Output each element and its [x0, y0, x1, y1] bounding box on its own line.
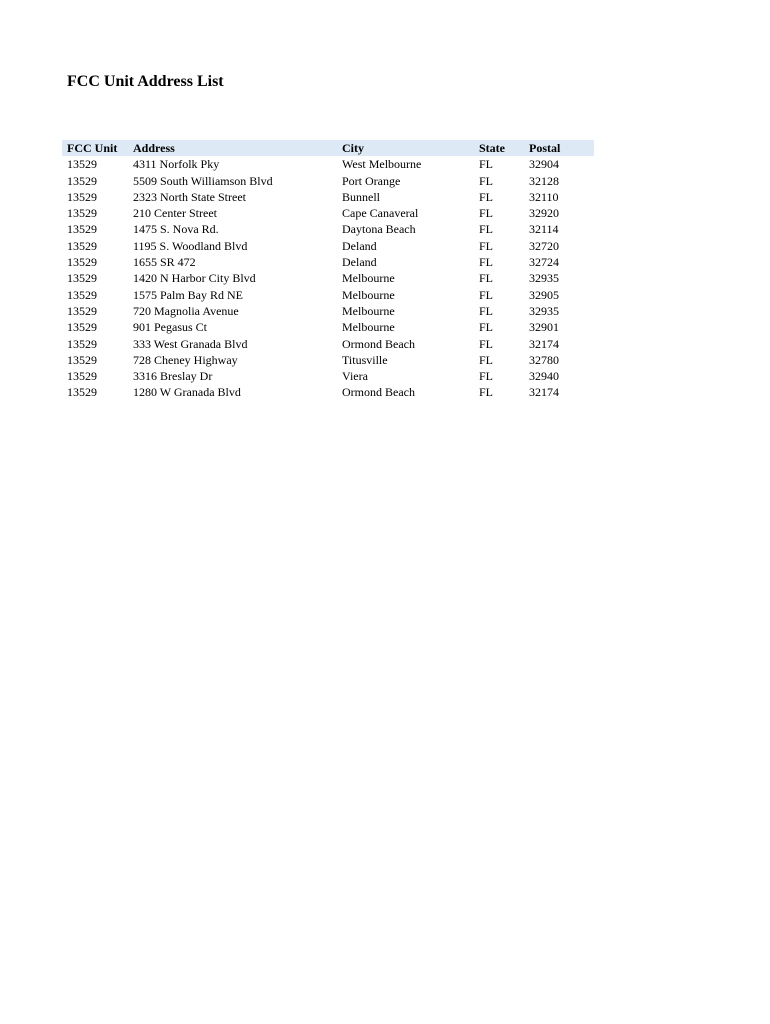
cell-city: Bunnell	[342, 189, 380, 204]
cell-address: 1420 N Harbor City Blvd	[133, 271, 256, 286]
cell-postal: 32780	[529, 352, 559, 367]
cell-state: FL	[479, 287, 494, 302]
cell-state: FL	[479, 173, 494, 188]
cell-postal: 32720	[529, 238, 559, 253]
cell-city: Melbourne	[342, 287, 395, 302]
cell-city: Viera	[342, 369, 368, 384]
table-body	[62, 156, 594, 400]
cell-city: Melbourne	[342, 271, 395, 286]
header-address: Address	[133, 141, 175, 155]
cell-postal: 32174	[529, 385, 559, 400]
cell-postal: 32920	[529, 206, 559, 221]
cell-postal: 32940	[529, 369, 559, 384]
cell-city: Deland	[342, 238, 377, 253]
cell-city: Daytona Beach	[342, 222, 416, 237]
cell-fcc-unit: 13529	[67, 320, 97, 335]
cell-state: FL	[479, 385, 494, 400]
cell-state: FL	[479, 352, 494, 367]
cell-state: FL	[479, 222, 494, 237]
cell-city: Melbourne	[342, 303, 395, 318]
cell-state: FL	[479, 206, 494, 221]
cell-address: 1475 S. Nova Rd.	[133, 222, 219, 237]
cell-postal: 32901	[529, 320, 559, 335]
table-row	[62, 303, 594, 319]
cell-city: Ormond Beach	[342, 336, 415, 351]
cell-address: 4311 Norfolk Pky	[133, 157, 220, 172]
cell-address: 1195 S. Woodland Blvd	[133, 238, 248, 253]
cell-fcc-unit: 13529	[67, 173, 97, 188]
cell-state: FL	[479, 303, 494, 318]
cell-postal: 32935	[529, 303, 559, 318]
cell-address: 901 Pegasus Ct	[133, 320, 208, 335]
table-row	[62, 205, 594, 221]
cell-fcc-unit: 13529	[67, 206, 97, 221]
cell-fcc-unit: 13529	[67, 222, 97, 237]
table-row	[62, 238, 594, 254]
cell-fcc-unit: 13529	[67, 352, 97, 367]
cell-fcc-unit: 13529	[67, 303, 97, 318]
cell-state: FL	[479, 320, 494, 335]
page-title: FCC Unit Address List	[67, 73, 224, 90]
table-row	[62, 189, 594, 205]
cell-state: FL	[479, 157, 494, 172]
cell-city: West Melbourne	[342, 157, 422, 172]
table-row	[62, 287, 594, 303]
cell-address: 333 West Granada Blvd	[133, 336, 248, 351]
cell-state: FL	[479, 189, 494, 204]
cell-address: 2323 North State Street	[133, 189, 246, 204]
cell-postal: 32174	[529, 336, 559, 351]
table-row	[62, 319, 594, 335]
cell-fcc-unit: 13529	[67, 287, 97, 302]
cell-address: 5509 South Williamson Blvd	[133, 173, 273, 188]
cell-state: FL	[479, 255, 494, 270]
header-city: City	[342, 141, 364, 155]
cell-city: Deland	[342, 255, 377, 270]
cell-fcc-unit: 13529	[67, 189, 97, 204]
cell-postal: 32128	[529, 173, 559, 188]
cell-address: 720 Magnolia Avenue	[133, 303, 239, 318]
address-table	[62, 140, 594, 401]
table-row	[62, 270, 594, 286]
cell-address: 728 Cheney Highway	[133, 352, 238, 367]
cell-address: 1575 Palm Bay Rd NE	[133, 287, 243, 302]
cell-fcc-unit: 13529	[67, 255, 97, 270]
header-state: State	[479, 141, 505, 155]
cell-postal: 32904	[529, 157, 559, 172]
cell-postal: 32905	[529, 287, 559, 302]
header-fcc-unit: FCC Unit	[67, 141, 118, 155]
cell-fcc-unit: 13529	[67, 336, 97, 351]
table-row	[62, 336, 594, 352]
cell-address: 210 Center Street	[133, 206, 217, 221]
cell-city: Melbourne	[342, 320, 395, 335]
cell-state: FL	[479, 271, 494, 286]
cell-address: 1280 W Granada Blvd	[133, 385, 241, 400]
table-row	[62, 384, 594, 400]
table-row	[62, 156, 594, 172]
cell-state: FL	[479, 336, 494, 351]
cell-fcc-unit: 13529	[67, 369, 97, 384]
table-row	[62, 221, 594, 237]
cell-state: FL	[479, 238, 494, 253]
cell-city: Cape Canaveral	[342, 206, 419, 221]
cell-state: FL	[479, 369, 494, 384]
table-row	[62, 254, 594, 270]
cell-city: Ormond Beach	[342, 385, 415, 400]
cell-postal: 32114	[529, 222, 559, 237]
cell-address: 1655 SR 472	[133, 255, 196, 270]
table-row	[62, 173, 594, 189]
table-row	[62, 368, 594, 384]
cell-fcc-unit: 13529	[67, 238, 97, 253]
cell-address: 3316 Breslay Dr	[133, 369, 213, 384]
cell-postal: 32110	[529, 189, 559, 204]
cell-postal: 32724	[529, 255, 559, 270]
cell-fcc-unit: 13529	[67, 157, 97, 172]
cell-city: Port Orange	[342, 173, 401, 188]
table-row	[62, 352, 594, 368]
cell-fcc-unit: 13529	[67, 271, 97, 286]
table-header-row	[62, 140, 594, 156]
cell-fcc-unit: 13529	[67, 385, 97, 400]
cell-city: Titusville	[342, 352, 388, 367]
header-postal: Postal	[529, 141, 561, 155]
cell-postal: 32935	[529, 271, 559, 286]
